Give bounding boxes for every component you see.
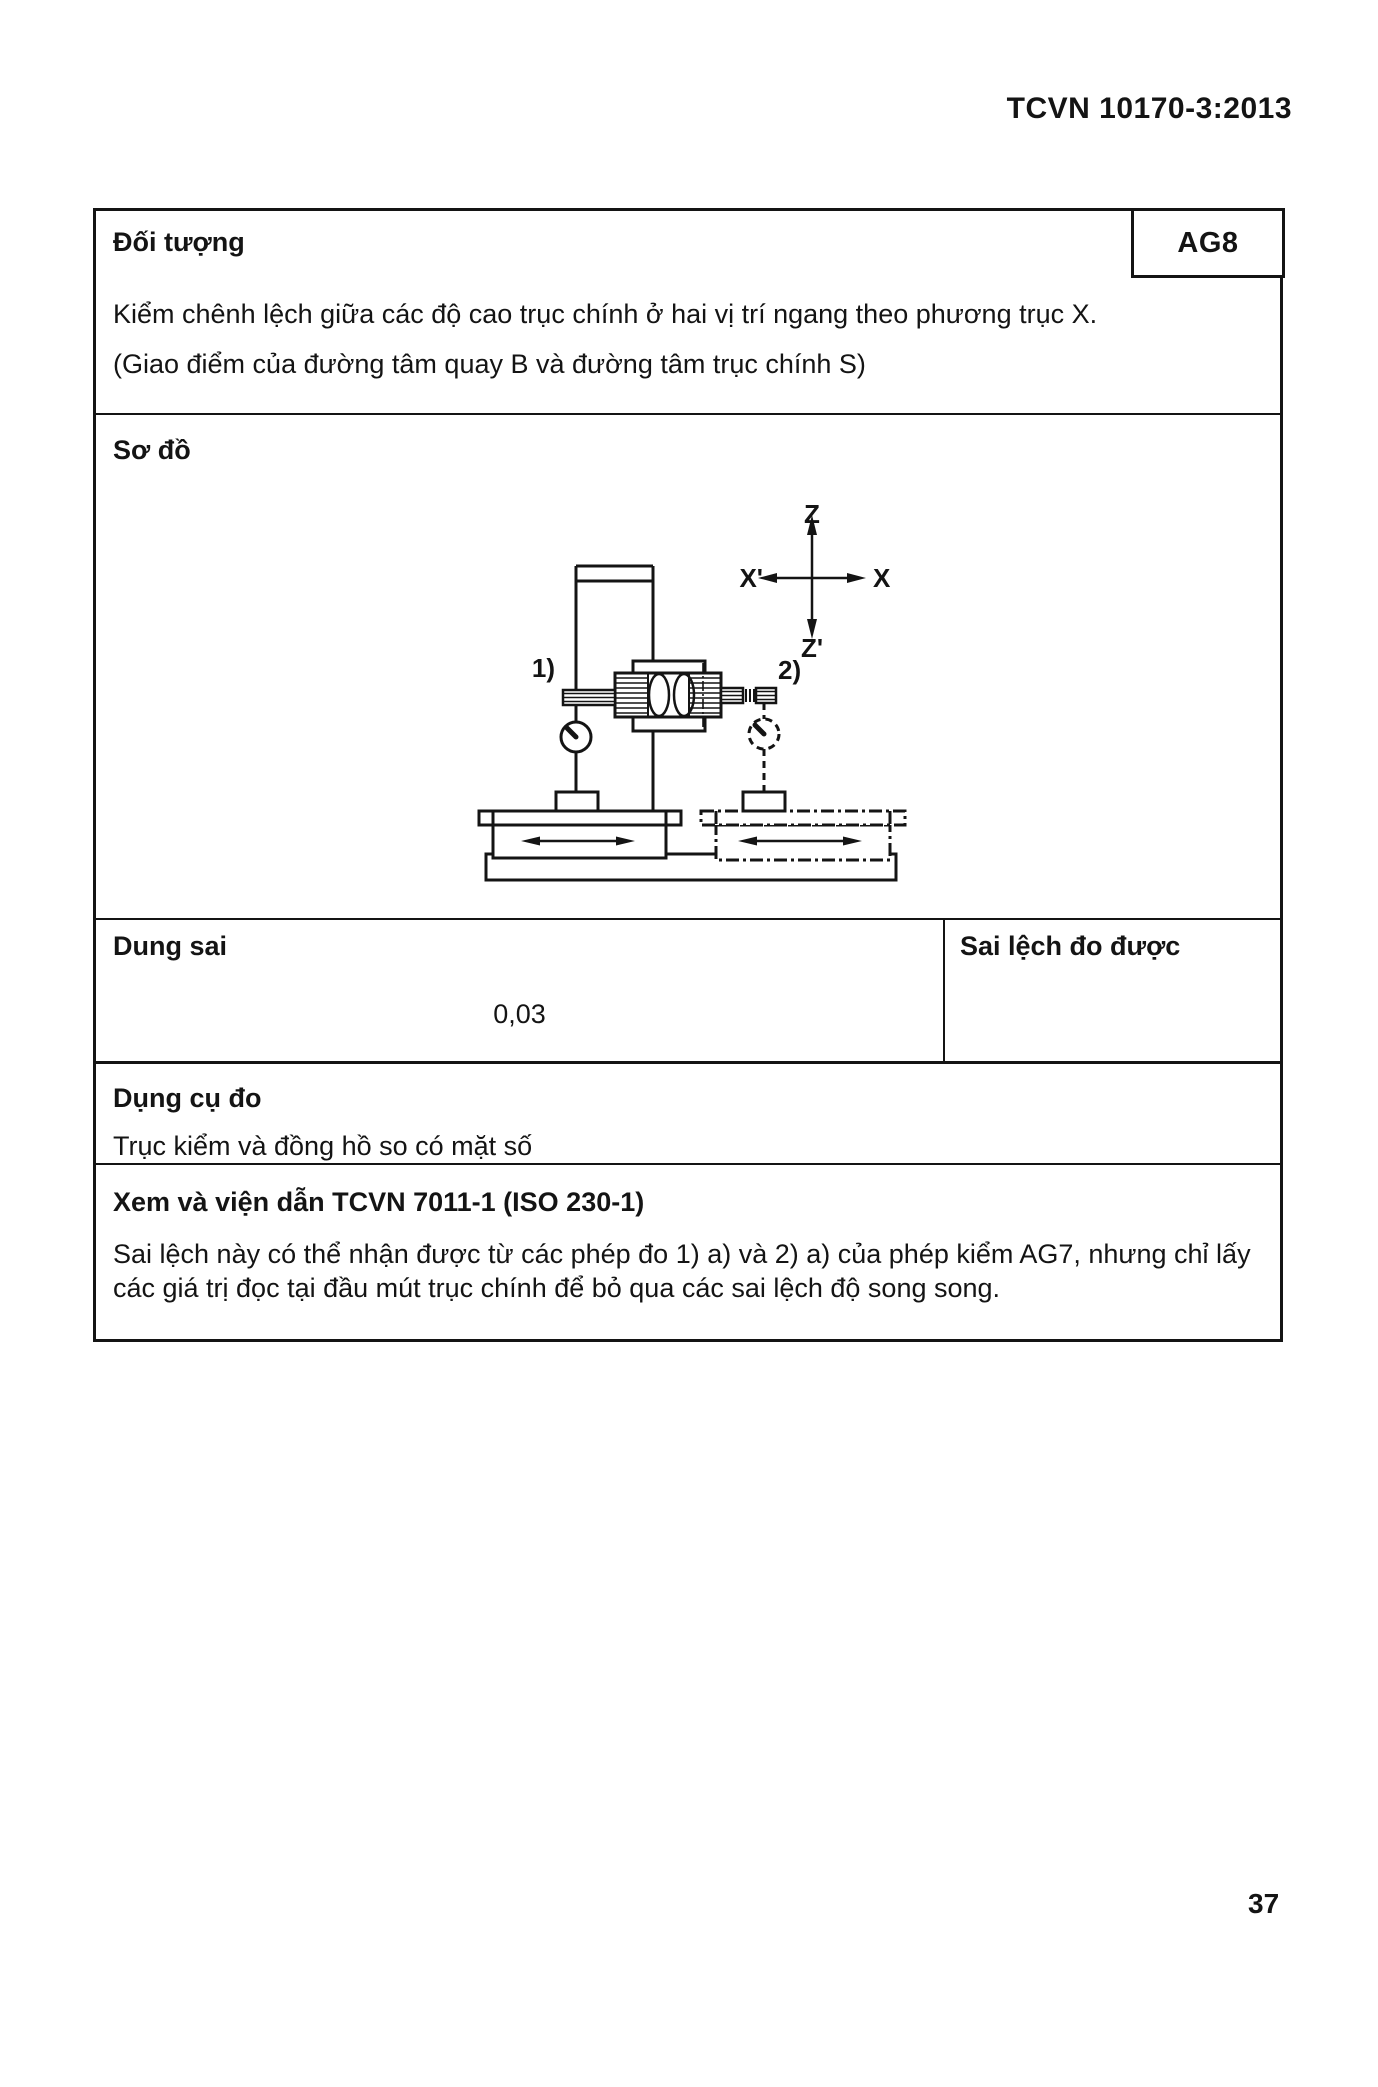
dial-indicator-2	[749, 703, 779, 792]
axis-label-z-prime: Z'	[800, 633, 824, 663]
row-divider	[96, 1163, 1280, 1165]
measurement-diagram	[433, 493, 953, 893]
measured-deviation-cell	[945, 920, 1280, 1062]
position-label-1: 1)	[531, 653, 555, 683]
page-number: 37	[1248, 1888, 1280, 1919]
test-mandrel-left	[563, 690, 615, 705]
test-mandrel-right	[721, 688, 776, 703]
object-label: Đối tượng	[113, 227, 245, 257]
document-header: TCVN 10170-3:2013	[1006, 92, 1292, 125]
axis-label-z: Z	[804, 499, 820, 529]
table-position-2	[701, 811, 905, 860]
spindle-cylinder	[615, 663, 721, 727]
object-code: AG8	[1177, 226, 1239, 259]
test-chart-table	[93, 208, 1283, 1342]
axis-label-x: X	[873, 563, 891, 593]
axis-label-x-prime: X'	[739, 563, 763, 593]
table-position-1	[479, 792, 681, 858]
axis-arrow-right	[847, 573, 866, 583]
object-description-line-2: (Giao điểm của đường tâm quay B và đường tâm trục chính S)	[113, 349, 866, 379]
table2-block	[743, 792, 785, 811]
diagram-section-label: Sơ đồ	[113, 435, 191, 465]
tolerance-label: Dung sai	[113, 931, 228, 961]
row-divider	[96, 413, 1280, 415]
position-label-2: 2)	[778, 655, 802, 685]
axes-cross	[775, 533, 849, 621]
reference-note: Sai lệch này có thể nhận được từ các phép đo 1) a) và 2) a) của phép kiểm AG7, nhưng chỉ lấy các giá trị đọc tại đầu mút trục chính để bỏ qua các sai lệch độ song song.	[113, 1239, 1251, 1303]
instrument-label: Dụng cụ đo	[113, 1083, 262, 1113]
reference-label: Xem và viện dẫn TCVN 7011-1 (ISO 230-1)	[113, 1187, 645, 1217]
row-divider	[96, 1061, 1280, 1064]
instrument-value: Trục kiểm và đồng hồ so có mặt số	[113, 1131, 533, 1161]
object-description-line-1: Kiểm chênh lệch giữa các độ cao trục chính ở hai vị trí ngang theo phương trục X.	[113, 299, 1098, 329]
tolerance-value: 0,03	[493, 999, 546, 1029]
measured-deviation-label: Sai lệch đo được	[960, 931, 1181, 961]
dial-indicator-1	[561, 705, 591, 792]
object-code-box	[1131, 208, 1285, 278]
